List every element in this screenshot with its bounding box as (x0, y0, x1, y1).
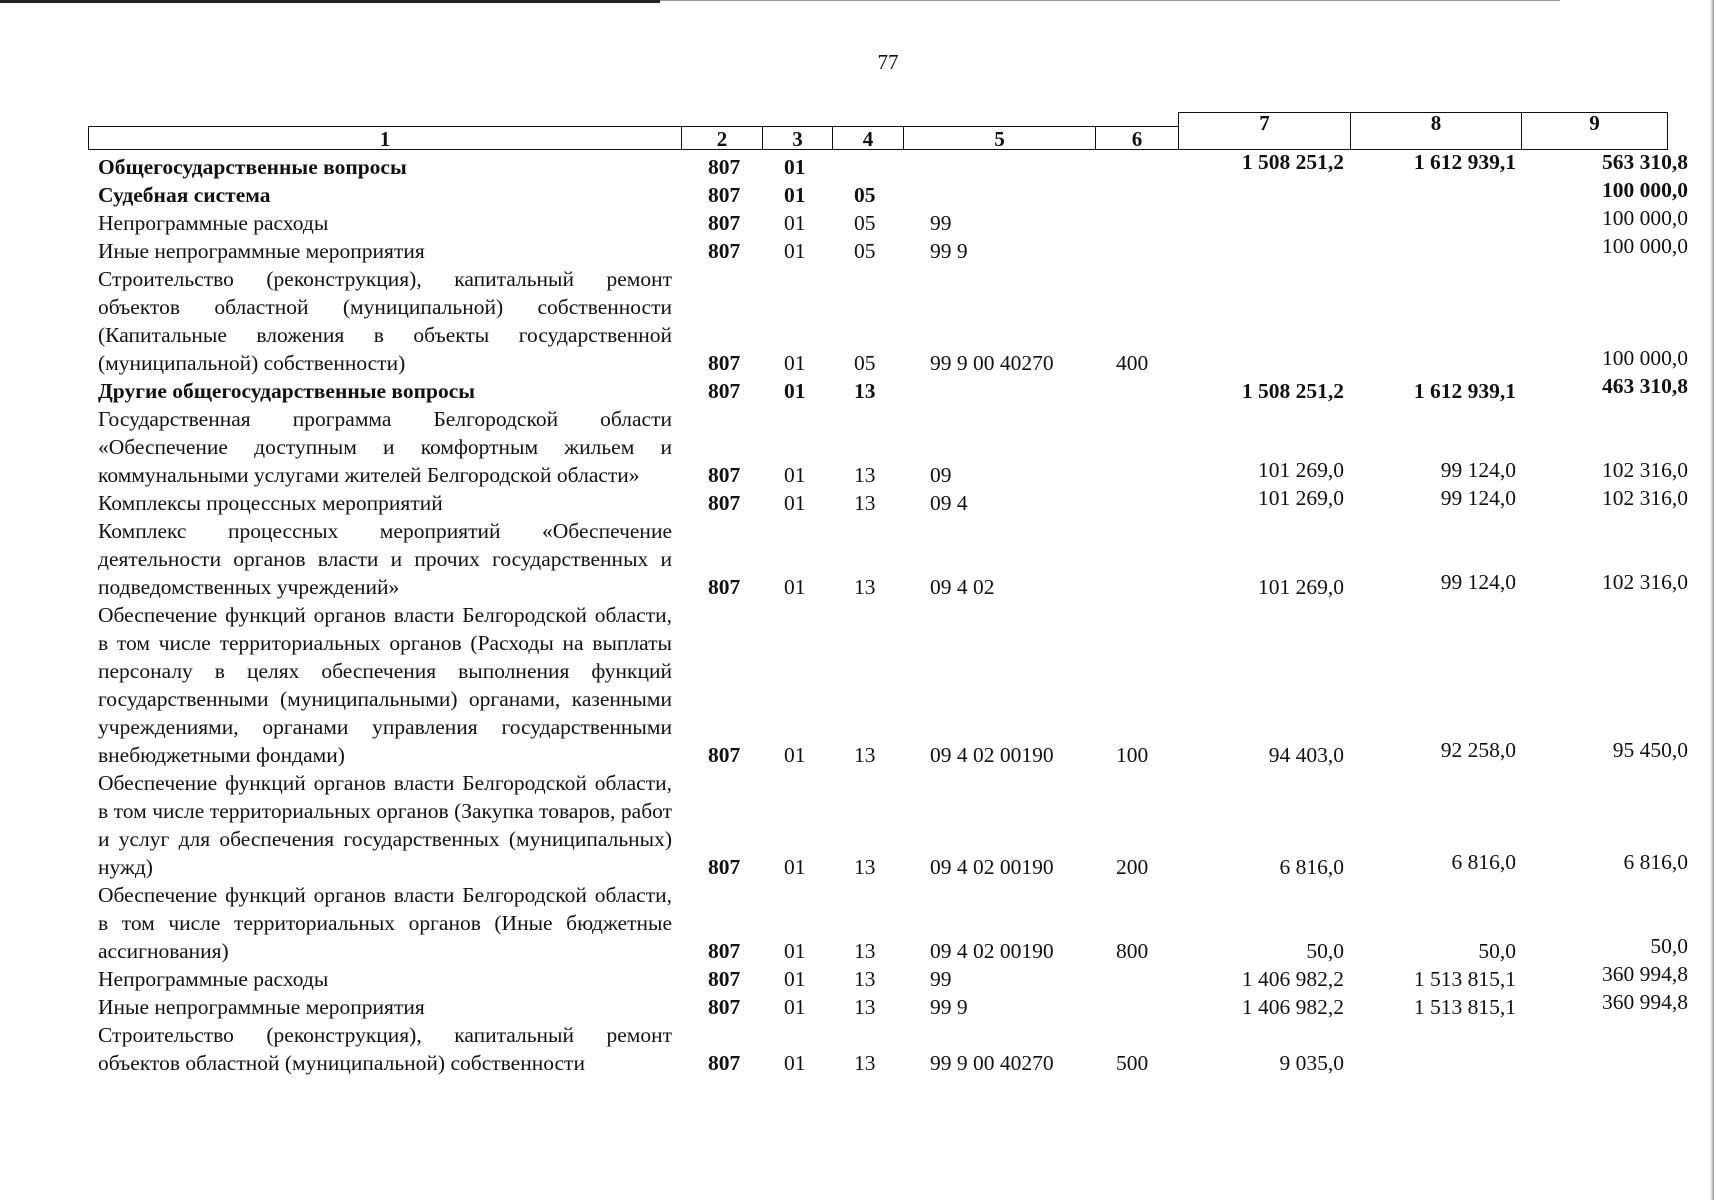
row-col8: 92 258,0 (1440, 738, 1516, 762)
row-col4: 13 (854, 379, 876, 403)
table-row (98, 150, 1688, 181)
scan-edge-shadow (1710, 0, 1714, 1200)
table-row (98, 486, 1688, 517)
scan-edge-line (660, 0, 1560, 3)
table-row (98, 601, 1688, 769)
row-col7: 101 269,0 (1258, 458, 1344, 482)
row-col7: 6 816,0 (1279, 855, 1344, 879)
row-col2: 807 (708, 1051, 741, 1075)
row-col2: 807 (708, 463, 741, 487)
row-col8: 50,0 (1478, 939, 1516, 963)
row-col5: 99 9 (930, 995, 968, 1019)
row-col2: 807 (708, 575, 741, 599)
row-col5: 09 4 02 00190 (930, 855, 1054, 879)
row-col4: 13 (854, 743, 876, 767)
table-row (98, 962, 1688, 993)
row-name: Государственная программа Белгородской области «Обеспечение доступным и комфортным жильем и коммунальными услугами жителей Белгородской области» (98, 407, 672, 487)
table-row (98, 881, 1688, 965)
row-col2: 807 (708, 155, 741, 179)
row-col4: 05 (854, 183, 876, 207)
row-col7: 1 406 982,2 (1241, 995, 1344, 1019)
row-col4: 13 (854, 491, 876, 515)
row-col3: 01 (784, 855, 806, 879)
table-row (98, 234, 1688, 265)
row-col9: 50,0 (1650, 934, 1688, 958)
row-col9: 102 316,0 (1602, 570, 1688, 594)
row-col6: 800 (1116, 939, 1149, 963)
row-col2: 807 (708, 183, 741, 207)
row-col4: 13 (854, 939, 876, 963)
row-name: Обеспечение функций органов власти Белгородской области, в том числе территориальных органов (Иные бюджетные ассигнования) (98, 883, 672, 963)
row-col3: 01 (784, 743, 806, 767)
row-col9: 360 994,8 (1602, 990, 1688, 1014)
row-col9: 100 000,0 (1602, 178, 1688, 202)
header-cell-5: 5 (903, 126, 1096, 150)
table-row (98, 374, 1688, 405)
row-col8: 1 612 939,1 (1413, 150, 1516, 174)
row-name: Обеспечение функций органов власти Белгородской области, в том числе территориальных органов (Закупка товаров, работ и услуг для обеспечения государственных (муниципальных) нужд) (98, 771, 672, 879)
row-col4: 05 (854, 351, 876, 375)
row-col4: 05 (854, 239, 876, 263)
row-col4: 13 (854, 463, 876, 487)
row-name: Строительство (реконструкция), капитальный ремонт объектов областной (муниципальной) собственности (Капитальные вложения в объекты государственной (муниципальной) собственности) (98, 267, 672, 375)
row-col5: 99 (930, 967, 952, 991)
row-col3: 01 (784, 967, 806, 991)
row-name: Строительство (реконструкция), капитальный ремонт объектов областной (муниципальной) собственности (98, 1023, 672, 1075)
table-header (88, 112, 1668, 150)
row-col5: 09 4 (930, 491, 968, 515)
row-col7: 94 403,0 (1268, 743, 1344, 767)
header-cell-8-label: 8 (1430, 111, 1442, 135)
row-col2: 807 (708, 855, 741, 879)
row-col3: 01 (784, 995, 806, 1019)
row-col8: 99 124,0 (1440, 570, 1516, 594)
header-cell-9-label: 9 (1589, 111, 1600, 135)
header-cell-6: 6 (1095, 126, 1179, 150)
row-col3: 01 (784, 1051, 806, 1075)
header-cell-2: 2 (681, 126, 763, 150)
page-number: 77 (877, 50, 899, 74)
row-col5: 09 4 02 00190 (930, 743, 1054, 767)
row-col9: 100 000,0 (1602, 206, 1688, 230)
header-cell-8 (1350, 112, 1522, 150)
row-col2: 807 (708, 995, 741, 1019)
row-col3: 01 (784, 939, 806, 963)
header-cell-7-label: 7 (1259, 111, 1270, 135)
row-col9: 102 316,0 (1602, 458, 1688, 482)
row-col9: 463 310,8 (1602, 374, 1688, 398)
row-col4: 13 (854, 855, 876, 879)
row-col3: 01 (784, 155, 806, 179)
row-col7: 9 035,0 (1279, 1051, 1344, 1075)
table-row (98, 990, 1688, 1021)
row-col7: 1 508 251,2 (1241, 379, 1344, 403)
header-cell-7 (1178, 112, 1351, 150)
table-row (98, 517, 1688, 601)
row-name: Судебная система (98, 183, 271, 207)
row-col5: 09 4 02 (930, 575, 995, 599)
row-name: Комплексы процессных мероприятий (98, 491, 443, 515)
row-col6: 200 (1116, 855, 1149, 879)
row-col2: 807 (708, 211, 741, 235)
row-col5: 99 9 00 40270 (930, 351, 1054, 375)
row-col5: 99 (930, 211, 952, 235)
row-col2: 807 (708, 379, 741, 403)
row-name: Непрограммные расходы (98, 211, 329, 235)
table-row (98, 265, 1688, 377)
row-name: Непрограммные расходы (98, 967, 329, 991)
row-col5: 09 4 02 00190 (930, 939, 1054, 963)
row-col8: 6 816,0 (1451, 850, 1516, 874)
row-col3: 01 (784, 183, 806, 207)
row-col2: 807 (708, 939, 741, 963)
row-col8: 99 124,0 (1440, 486, 1516, 510)
row-name: Обеспечение функций органов власти Белгородской области, в том числе территориальных органов (Расходы на выплаты персоналу в целях обеспечения выполнения функций государственными (муниципальными) органами, казенными учреждениями, органами управления государственными внебюджетными фондами) (98, 603, 672, 767)
scan-edge-line (0, 0, 660, 9)
row-col8: 1 612 939,1 (1413, 379, 1516, 403)
row-col2: 807 (708, 967, 741, 991)
row-col9: 100 000,0 (1602, 234, 1688, 258)
row-col8: 99 124,0 (1440, 458, 1516, 482)
budget-table-body (98, 150, 1688, 1077)
row-col3: 01 (784, 463, 806, 487)
row-col6: 400 (1116, 351, 1149, 375)
row-col5: 09 (930, 463, 952, 487)
row-col7: 50,0 (1306, 939, 1344, 963)
row-col4: 05 (854, 211, 876, 235)
table-row (98, 206, 1688, 237)
row-col8: 1 513 815,1 (1413, 967, 1516, 991)
row-col9: 360 994,8 (1602, 962, 1688, 986)
row-col9: 563 310,8 (1602, 150, 1688, 174)
row-col7: 101 269,0 (1258, 486, 1344, 510)
row-col3: 01 (784, 575, 806, 599)
row-col5: 99 9 00 40270 (930, 1051, 1054, 1075)
table-row (98, 1021, 1688, 1077)
row-col9: 100 000,0 (1602, 346, 1688, 370)
row-col4: 13 (854, 995, 876, 1019)
table-row (98, 769, 1688, 881)
header-cell-9 (1521, 112, 1668, 150)
header-cell-3: 3 (762, 126, 833, 150)
row-name: Иные непрограммные мероприятия (98, 995, 425, 1019)
row-col9: 6 816,0 (1623, 850, 1688, 874)
row-col3: 01 (784, 351, 806, 375)
row-col4: 13 (854, 575, 876, 599)
row-name: Общегосударственные вопросы (98, 155, 407, 179)
row-col5: 99 9 (930, 239, 968, 263)
row-col9: 95 450,0 (1612, 738, 1688, 762)
row-col2: 807 (708, 743, 741, 767)
row-col9: 102 316,0 (1602, 486, 1688, 510)
table-row (98, 405, 1688, 489)
row-col3: 01 (784, 211, 806, 235)
row-col2: 807 (708, 239, 741, 263)
row-col7: 1 406 982,2 (1241, 967, 1344, 991)
row-name: Комплекс процессных мероприятий «Обеспечение деятельности органов власти и прочих государственных и подведомственных учреждений» (98, 519, 672, 599)
row-col3: 01 (784, 239, 806, 263)
row-col2: 807 (708, 491, 741, 515)
row-col2: 807 (708, 351, 741, 375)
row-col4: 13 (854, 967, 876, 991)
table-row (98, 178, 1688, 209)
row-name: Другие общегосударственные вопросы (98, 379, 476, 403)
row-col7: 1 508 251,2 (1241, 150, 1344, 174)
row-col3: 01 (784, 491, 806, 515)
row-col7: 101 269,0 (1258, 575, 1344, 599)
row-col6: 100 (1116, 743, 1149, 767)
row-name: Иные непрограммные мероприятия (98, 239, 425, 263)
header-cell-1: 1 (88, 126, 682, 150)
row-col6: 500 (1116, 1051, 1149, 1075)
row-col8: 1 513 815,1 (1413, 995, 1516, 1019)
row-col4: 13 (854, 1051, 876, 1075)
row-col3: 01 (784, 379, 806, 403)
header-cell-4: 4 (832, 126, 904, 150)
